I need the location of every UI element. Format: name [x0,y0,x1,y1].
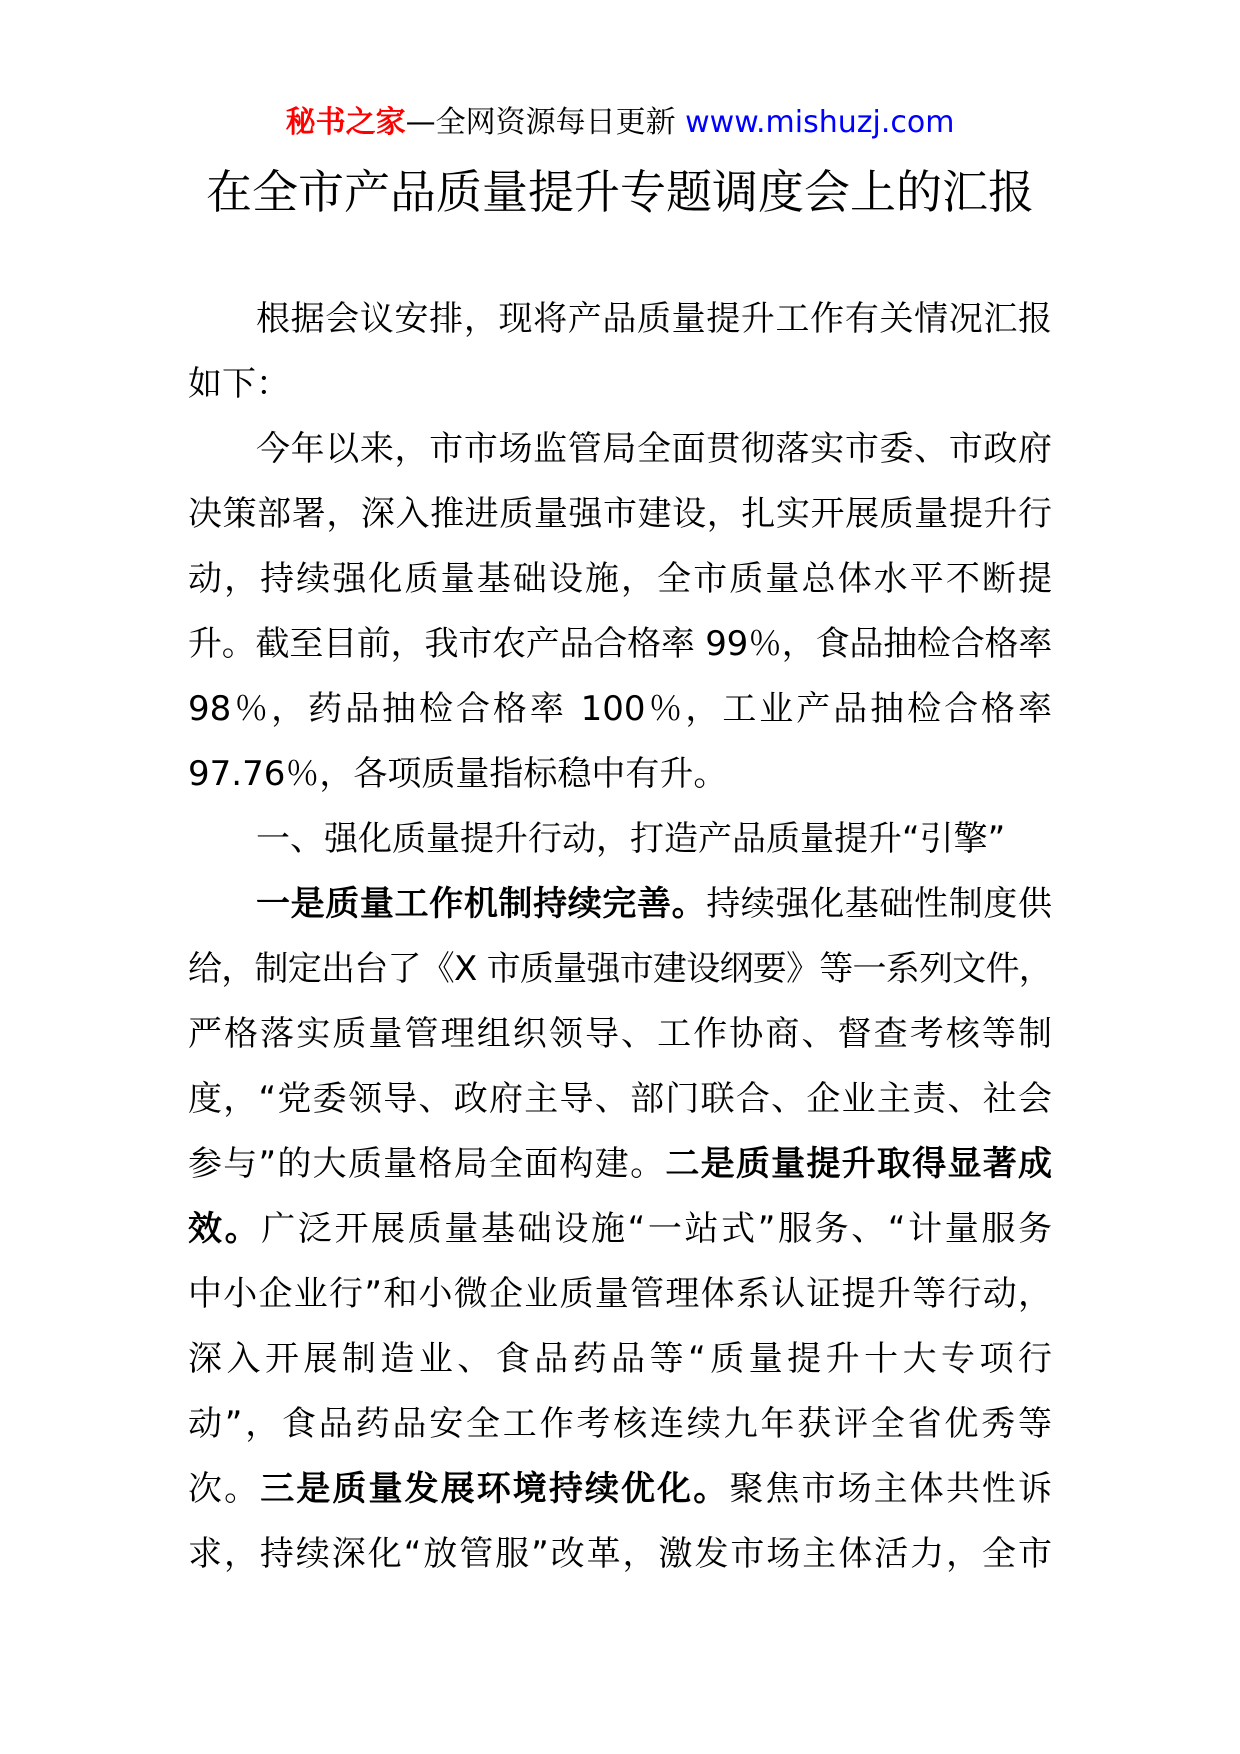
text-line [188,1197,1052,1262]
text-run: 广泛开展质量基础设施“一站式”服务、“计量服务 [261,1209,1053,1249]
text-line [188,287,1052,352]
text-line [188,1002,1052,1067]
text-line [188,742,1052,807]
text-run: 度，“党委领导、政府主导、部门联合、企业主责、社会 [188,1079,1052,1119]
bold-lead-phrase: 三是质量发展环境持续优化。 [260,1469,730,1509]
text-line [188,677,1052,742]
text-run: 参与”的大质量格局全面构建。 [188,1144,666,1184]
paragraph [188,872,1052,1587]
text-run: 聚焦市场主体共性诉 [729,1469,1053,1509]
text-line [188,1067,1052,1132]
text-line [188,547,1052,612]
text-run: 98％，药品抽检合格率 100％，工业产品抽检合格率 [188,689,1052,729]
site-tagline: —全网资源每日更新 [405,105,686,140]
bold-lead-phrase: 二是质量提升取得显著成 [665,1144,1052,1184]
text-line [188,807,1052,872]
text-run: 今年以来，市市场监管局全面贯彻落实市委、市政府 [256,429,1052,469]
bold-lead-phrase: 效。 [188,1209,262,1249]
text-run: 根据会议安排，现将产品质量提升工作有关情况汇报 [256,299,1052,339]
text-line [188,937,1052,1002]
paragraph [188,417,1052,807]
text-run: 动，持续强化质量基础设施，全市质量总体水平不断提 [188,559,1052,599]
document-title: 在全市产品质量提升专题调度会上的汇报 [206,165,1034,219]
text-run: 次。 [188,1469,261,1509]
text-line [188,1132,1052,1197]
text-run: 一、强化质量提升行动，打造产品质量提升“引擎” [256,819,1006,859]
text-run: 动”，食品药品安全工作考核连续九年获评全省优秀等 [188,1404,1052,1444]
text-run: 升。截至目前，我市农产品合格率 99％，食品抽检合格率 [188,624,1052,664]
text-run: 中小企业行”和小微企业质量管理体系认证提升等行动， [188,1274,1052,1314]
paragraph [188,287,1052,417]
paragraph [188,807,1052,872]
text-line [188,1457,1052,1522]
document-body [188,287,1052,1587]
text-run: 持续强化基础性制度供 [706,884,1053,924]
text-line [188,1522,1052,1587]
text-line [188,872,1052,937]
text-run: 97.76％，各项质量指标稳中有升。 [188,754,728,794]
text-line [188,1392,1052,1457]
text-run: 深入开展制造业、食品药品等“质量提升十大专项行 [188,1339,1052,1379]
text-line [188,1327,1052,1392]
text-run: 如下： [188,364,290,404]
site-url-link[interactable]: www.mishuzj.com [685,105,955,140]
text-run: 决策部署，深入推进质量强市建设，扎实开展质量提升行 [188,494,1052,534]
text-line [188,1262,1052,1327]
text-run: 给，制定出台了《X 市质量强市建设纲要》等一系列文件， [188,949,1052,989]
text-line [188,612,1052,677]
text-line [188,482,1052,547]
text-run: 严格落实质量管理组织领导、工作协商、督查考核等制 [188,1014,1052,1054]
text-line [188,417,1052,482]
site-banner [0,103,1240,143]
site-name: 秘书之家 [285,105,406,140]
bold-lead-phrase: 一是质量工作机制持续完善。 [256,884,707,924]
text-line [188,352,1052,417]
text-run: 求，持续深化“放管服”改革，激发市场主体活力，全市 [188,1534,1052,1574]
